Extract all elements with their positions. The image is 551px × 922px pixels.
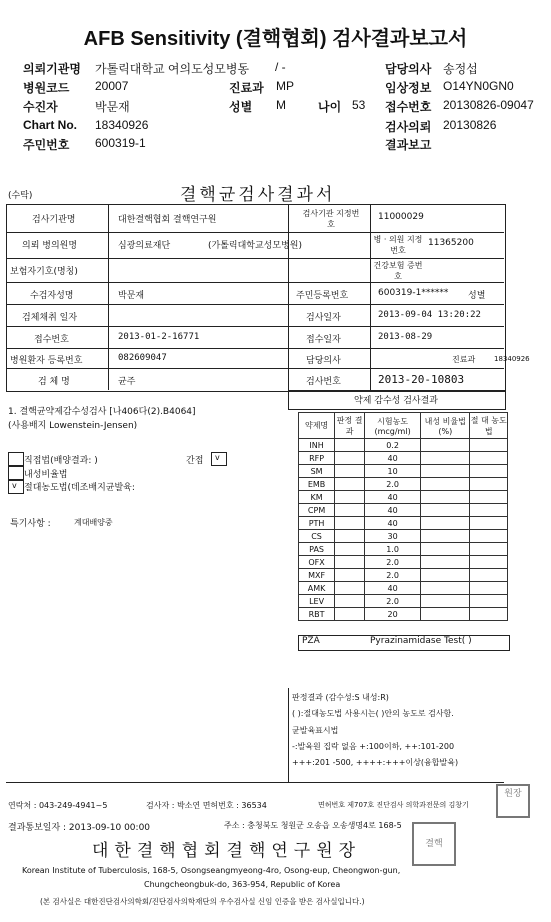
drug-cell: AMK <box>299 582 335 595</box>
scanned-report <box>0 180 551 922</box>
drug-row <box>299 582 508 595</box>
drug-cell <box>470 452 508 465</box>
footer-org-kor: 대한결핵협회결핵연구원장 <box>92 841 362 861</box>
pza-value: Pyrazinamidase Test( ) <box>370 636 472 646</box>
drug-cell <box>421 517 470 530</box>
drug-cell: CS <box>299 530 335 543</box>
header-value-sex: M <box>276 98 286 112</box>
header-label-sex: 성별 <box>229 100 253 114</box>
drug-cell: 2.0 <box>365 556 421 569</box>
inst-value: 대한결핵협회 결핵연구원 <box>118 215 217 225</box>
dept-label: 진료과 <box>452 355 476 364</box>
drug-cell <box>421 504 470 517</box>
drug-cell <box>421 595 470 608</box>
inst-code-label: 검사기관 지정번호 <box>302 209 360 229</box>
rrn-label: 주민등록번호 <box>296 291 349 301</box>
notes-value: 계대배양중 <box>74 518 113 527</box>
notes-label: 특기사항 : <box>10 519 51 529</box>
header-value-age: 53 <box>352 98 366 112</box>
drug-cell <box>421 530 470 543</box>
drug-row <box>299 478 508 491</box>
header-value-request: 20130826 <box>443 118 497 132</box>
ratio-label: 내성비율법 <box>24 470 68 480</box>
patient-label: 수검자성명 <box>30 291 74 301</box>
drug-cell <box>421 491 470 504</box>
hosp-code: 11365200 <box>428 238 474 248</box>
drug-cell <box>421 452 470 465</box>
drug-cell <box>335 569 365 582</box>
drug-cell: RBT <box>299 608 335 621</box>
indirect-check: v <box>215 453 220 462</box>
direct-checkbox[interactable] <box>8 452 24 466</box>
recv-date-label: 접수일자 <box>306 335 341 345</box>
pza-label: PZA <box>302 636 320 646</box>
judge-line3: -:발육원 집락 없음 +:100이하, ++:101-200 <box>292 742 455 751</box>
footer-address: 주소 : 충청북도 청원군 오송읍 오송생명4로 168-5 <box>224 821 402 830</box>
footer-report-date: 결과통보일자 : 2013-09-10 00:00 <box>8 823 151 833</box>
header-value-chart: 18340926 <box>95 118 149 132</box>
header-label-request: 검사의뢰 <box>385 120 432 134</box>
drug-cell: PAS <box>299 543 335 556</box>
drug-cell <box>335 530 365 543</box>
drug-cell <box>335 517 365 530</box>
insure-label: 보험자기호(명칭) <box>10 267 78 277</box>
drug-table <box>298 412 508 621</box>
header-label-clinical: 임상정보 <box>385 81 432 95</box>
drug-cell <box>470 504 508 517</box>
drug-cell <box>335 608 365 621</box>
recv-label: 접수번호 <box>34 335 69 345</box>
col-conc: 시험농도 (mcg/ml) <box>365 413 421 439</box>
drug-cell: EMB <box>299 478 335 491</box>
drug-row <box>299 491 508 504</box>
rrn-value: 600319-1****** <box>378 288 449 298</box>
footer-examiner: 검사자 : 박소연 면허번호 : 36534 <box>146 801 267 810</box>
drug-cell: INH <box>299 439 335 452</box>
drug-row <box>299 517 508 530</box>
drug-cell <box>470 517 508 530</box>
absolute-check: v <box>12 481 17 490</box>
dept-value: 18340926 <box>494 355 530 363</box>
drug-cell <box>335 595 365 608</box>
inst-code: 11000029 <box>378 212 424 222</box>
footer-org-en2: Chungcheongbuk-do, 363-954, Republic of Korea <box>144 880 341 889</box>
drug-cell: OFX <box>299 556 335 569</box>
header-label-chart: Chart No. <box>23 118 77 132</box>
hosp-sub: (가톨릭대학교성모병원) <box>208 241 302 251</box>
hosp-code-label: 병 · 의원 지정번호 <box>373 235 423 255</box>
col-drug: 약제명 <box>299 413 335 439</box>
drug-cell: 30 <box>365 530 421 543</box>
specimen-label: 검 체 명 <box>38 377 70 387</box>
drug-row <box>299 595 508 608</box>
drug-cell: 1.0 <box>365 543 421 556</box>
drug-cell: LEV <box>299 595 335 608</box>
drug-cell <box>335 491 365 504</box>
recv-value: 2013-01-2-16771 <box>118 332 200 342</box>
indirect-checkbox[interactable] <box>211 452 227 466</box>
seal-stamp-large: 결핵 <box>412 822 456 866</box>
header-value-patient: 박문재 <box>95 100 130 114</box>
hosp-label: 의뢰 병의원명 <box>22 241 78 251</box>
drug-row <box>299 465 508 478</box>
footer-cert: (본 검사실은 대한진단검사의학회/진단검사의학재단의 우수검사실 신임 인증을 받은 검사실입니다.) <box>40 897 365 906</box>
drug-cell: 40 <box>365 582 421 595</box>
absolute-label: 절대농도법(데조배지균발육: <box>24 483 135 493</box>
indirect-label: 간접 <box>186 456 204 466</box>
drug-cell: RFP <box>299 452 335 465</box>
drug-row <box>299 504 508 517</box>
drug-cell: 2.0 <box>365 569 421 582</box>
drug-cell <box>335 439 365 452</box>
drug-cell <box>335 452 365 465</box>
drug-cell <box>470 491 508 504</box>
judge-line2: 균발육표시법 <box>292 726 339 735</box>
drug-row <box>299 608 508 621</box>
drug-cell <box>470 595 508 608</box>
drug-cell <box>335 543 365 556</box>
header-label-doctor: 담당의사 <box>385 62 432 76</box>
hosp-reg-label: 병원환자 등록번호 <box>10 356 83 366</box>
examno-value: 2013-20-10803 <box>378 373 465 386</box>
header-label-accession: 접수번호 <box>385 100 432 114</box>
doc-tag: (수탁) <box>8 191 33 201</box>
drug-table-title: 약제 감수성 검사결과 <box>354 396 438 406</box>
report-title: AFB Sensitivity (결핵협회) 검사결과보고서 <box>83 28 468 50</box>
drug-row <box>299 556 508 569</box>
drug-cell: 40 <box>365 517 421 530</box>
drug-cell: 2.0 <box>365 478 421 491</box>
drug-cell <box>470 465 508 478</box>
drug-cell: CPM <box>299 504 335 517</box>
col-result: 판정 결과 <box>335 413 365 439</box>
drug-cell <box>470 556 508 569</box>
seal-stamp-small: 원장 <box>496 784 530 818</box>
header-label-institution: 의뢰기관명 <box>23 62 81 76</box>
examno-label: 검사번호 <box>306 377 341 387</box>
drug-cell: 0.2 <box>365 439 421 452</box>
drug-cell: 40 <box>365 504 421 517</box>
absolute-checkbox[interactable] <box>8 480 24 494</box>
drug-row <box>299 569 508 582</box>
inst-label: 검사기관명 <box>32 215 76 225</box>
judge-title: 판정결과 (감수성:S 내성:R) <box>292 693 389 702</box>
col-absolute: 절 대 농도법 <box>470 413 508 439</box>
drug-cell <box>470 608 508 621</box>
doc-title: 결핵균검사결과서 <box>180 185 336 205</box>
header-value-dept: MP <box>276 79 294 93</box>
patient-value: 박문재 <box>118 291 145 301</box>
drug-cell <box>421 478 470 491</box>
drug-cell <box>335 582 365 595</box>
drug-cell <box>470 543 508 556</box>
judge-line4: +++:201 -500, ++++:+++이상(융합발육) <box>292 758 459 767</box>
method-line: 1. 결핵균약제감수성검사 [나406다(2).B4064] <box>8 407 196 417</box>
direct-label: 직접법(배양결과: ) <box>24 456 98 466</box>
drug-cell <box>421 556 470 569</box>
drug-cell <box>421 569 470 582</box>
header-value-clinical: O14YN0GN0 <box>443 79 514 93</box>
drug-row <box>299 439 508 452</box>
footer-contact: 연락처 : 043-249-4941~5 <box>8 801 108 810</box>
header-label-report: 결과보고 <box>385 138 432 152</box>
drug-cell <box>470 478 508 491</box>
drug-cell: KM <box>299 491 335 504</box>
header-label-rrn: 주민번호 <box>23 138 70 152</box>
drug-cell <box>470 569 508 582</box>
drug-row <box>299 530 508 543</box>
drug-cell <box>421 465 470 478</box>
drug-cell <box>470 582 508 595</box>
header-label-age: 나이 <box>318 100 342 114</box>
header-value-rrn: 600319-1 <box>95 136 146 150</box>
drug-cell: 2.0 <box>365 595 421 608</box>
drug-cell: 40 <box>365 452 421 465</box>
drug-cell: PTH <box>299 517 335 530</box>
collect-label: 검체채취 일자 <box>22 313 78 323</box>
header-label-hospital-code: 병원코드 <box>23 81 70 95</box>
drug-cell <box>421 543 470 556</box>
drug-cell <box>470 530 508 543</box>
header-dash: / - <box>275 60 286 74</box>
drug-cell <box>335 556 365 569</box>
drug-cell: SM <box>299 465 335 478</box>
header-value-institution: 가톨릭대학교 여의도성모병동 <box>95 62 250 76</box>
medium-line: (사용배지 Lowenstein-Jensen) <box>8 421 138 431</box>
footer-license: 면허번호 제707호 진단검사 의학과전문의 김창기 <box>318 801 469 809</box>
drug-cell <box>421 439 470 452</box>
col-ratio: 내성 비율법(%) <box>421 413 470 439</box>
sex-label: 성별 <box>468 291 486 301</box>
insure-code-label: 건강보험 증번호 <box>373 261 423 281</box>
header-label-dept: 진료과 <box>229 81 264 95</box>
footer-org-en1: Korean Institute of Tuberculosis, 168-5, Osongseangmyeong-4ro, Osong-eup, Cheongwon-gun, <box>22 866 401 875</box>
drug-cell <box>421 608 470 621</box>
exam-label: 검사일자 <box>306 313 341 323</box>
header-value-doctor: 송정섭 <box>443 62 478 76</box>
ratio-checkbox[interactable] <box>8 466 24 480</box>
doctor-label: 담당의사 <box>306 356 341 366</box>
recv-date-value: 2013-08-29 <box>378 332 433 342</box>
drug-row <box>299 543 508 556</box>
drug-cell: MXF <box>299 569 335 582</box>
header-value-hospital-code: 20007 <box>95 79 129 93</box>
drug-cell: 20 <box>365 608 421 621</box>
header-value-accession: 20130826-09047 <box>443 98 534 112</box>
drug-cell: 10 <box>365 465 421 478</box>
hosp-reg-value: 082609047 <box>118 353 167 363</box>
drug-cell <box>335 465 365 478</box>
hosp-value: 심광의료재단 <box>118 241 171 251</box>
header-label-patient: 수진자 <box>23 100 58 114</box>
drug-cell: 40 <box>365 491 421 504</box>
judge-line1: ( ):절대농도법 사용시는( )안의 농도로 검사함. <box>292 709 454 718</box>
drug-cell <box>470 439 508 452</box>
drug-cell <box>335 504 365 517</box>
exam-value: 2013-09-04 13:20:22 <box>378 310 481 320</box>
drug-row <box>299 452 508 465</box>
drug-cell <box>421 582 470 595</box>
specimen-value: 균주 <box>118 377 136 387</box>
drug-cell <box>335 478 365 491</box>
